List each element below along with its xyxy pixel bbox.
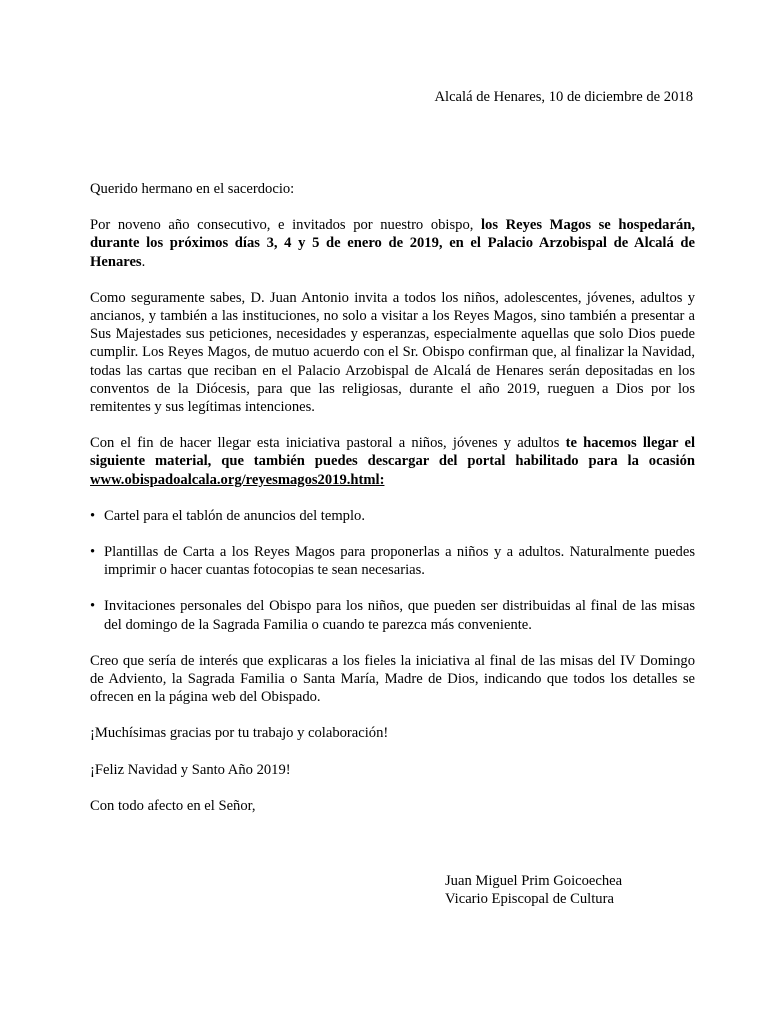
closing-line: Con todo afecto en el Señor,	[90, 797, 256, 814]
list-item-text: Invitaciones personales del Obispo para los niños, que pueden ser distribuidas al final de las misas del domingo de la Sagrada Familia o cuando te parezca más conveniente.	[104, 598, 695, 633]
bullet-icon: •	[90, 507, 96, 524]
letter-body	[90, 180, 695, 815]
paragraph-invitation: Como seguramente sabes, D. Juan Antonio invita a todos los niños, adolescentes, jóvenes, adultos y ancianos, y también a las instituciones, no solo a visitar a los Reyes Magos, sino también a presentar a Sus Majestades sus peticiones, necesidades y esperanzas, especialmente aquellas que solo Dios puede cumplir. Los Reyes Magos, de mutuo acuerdo con el Sr. Obispo confirman que, al finalizar la Navidad, todas las cartas que reciban en el Palacio Arzobispal de Alcalá de Henares serán depositadas en los conventos de la Diócesis, para que las religiosas, durante el año 2019, rueguen a Dios por los remitentes y sus legítimas intenciones.	[90, 289, 695, 416]
portal-link[interactable]: www.obispadoalcala.org/reyesmagos2019.html:	[90, 471, 385, 488]
bullet-icon: •	[90, 598, 96, 615]
greeting: Querido hermano en el sacerdocio:	[90, 181, 295, 197]
bullet-icon: •	[90, 544, 96, 561]
signature-block	[445, 872, 745, 908]
list-item-text: Plantillas de Carta a los Reyes Magos para proponerlas a niños y a adultos. Naturalmente puedes imprimir o hacer cuantas fotocopias te sean necesarias.	[104, 544, 695, 579]
announcement-intro: Por noveno año consecutivo, e invitados por nuestro obispo,	[90, 217, 481, 234]
materials-highlight: te hacemos llegar el siguiente material, que también puedes descargar del portal habilitado para la ocasión	[90, 435, 695, 470]
list-item	[90, 507, 695, 525]
wishes-line: ¡Feliz Navidad y Santo Año 2019!	[90, 761, 291, 778]
signer-name: Juan Miguel Prim Goicoechea	[445, 873, 623, 889]
announcement-highlight: los Reyes Magos se hospedarán, durante los próximos días 3, 4 y 5 de enero de 2019, en el Palacio Arzobispal de Alcalá de Henares	[90, 217, 696, 270]
signer-title: Vicario Episcopal de Cultura	[445, 891, 614, 908]
paragraph-announcement	[90, 216, 695, 271]
list-item	[90, 597, 695, 633]
paragraph-suggestion: Creo que sería de interés que explicaras a los fieles la iniciativa al final de las misas del IV Domingo de Adviento, la Sagrada Familia o Santa María, Madre de Dios, indicando que todos los detalles se ofrecen en la página web del Obispado.	[90, 652, 695, 706]
materials-list	[90, 507, 695, 634]
materials-intro: Con el fin de hacer llegar esta iniciativa pastoral a niños, jóvenes y adultos	[90, 435, 566, 452]
paragraph-materials	[90, 434, 695, 489]
list-item	[90, 543, 695, 579]
thanks-line: ¡Muchísimas gracias por tu trabajo y colaboración!	[90, 725, 389, 742]
announcement-end: .	[141, 253, 146, 270]
list-item-text: Cartel para el tablón de anuncios del templo.	[104, 507, 365, 524]
date-line: Alcalá de Henares, 10 de diciembre de 2018	[434, 89, 693, 105]
